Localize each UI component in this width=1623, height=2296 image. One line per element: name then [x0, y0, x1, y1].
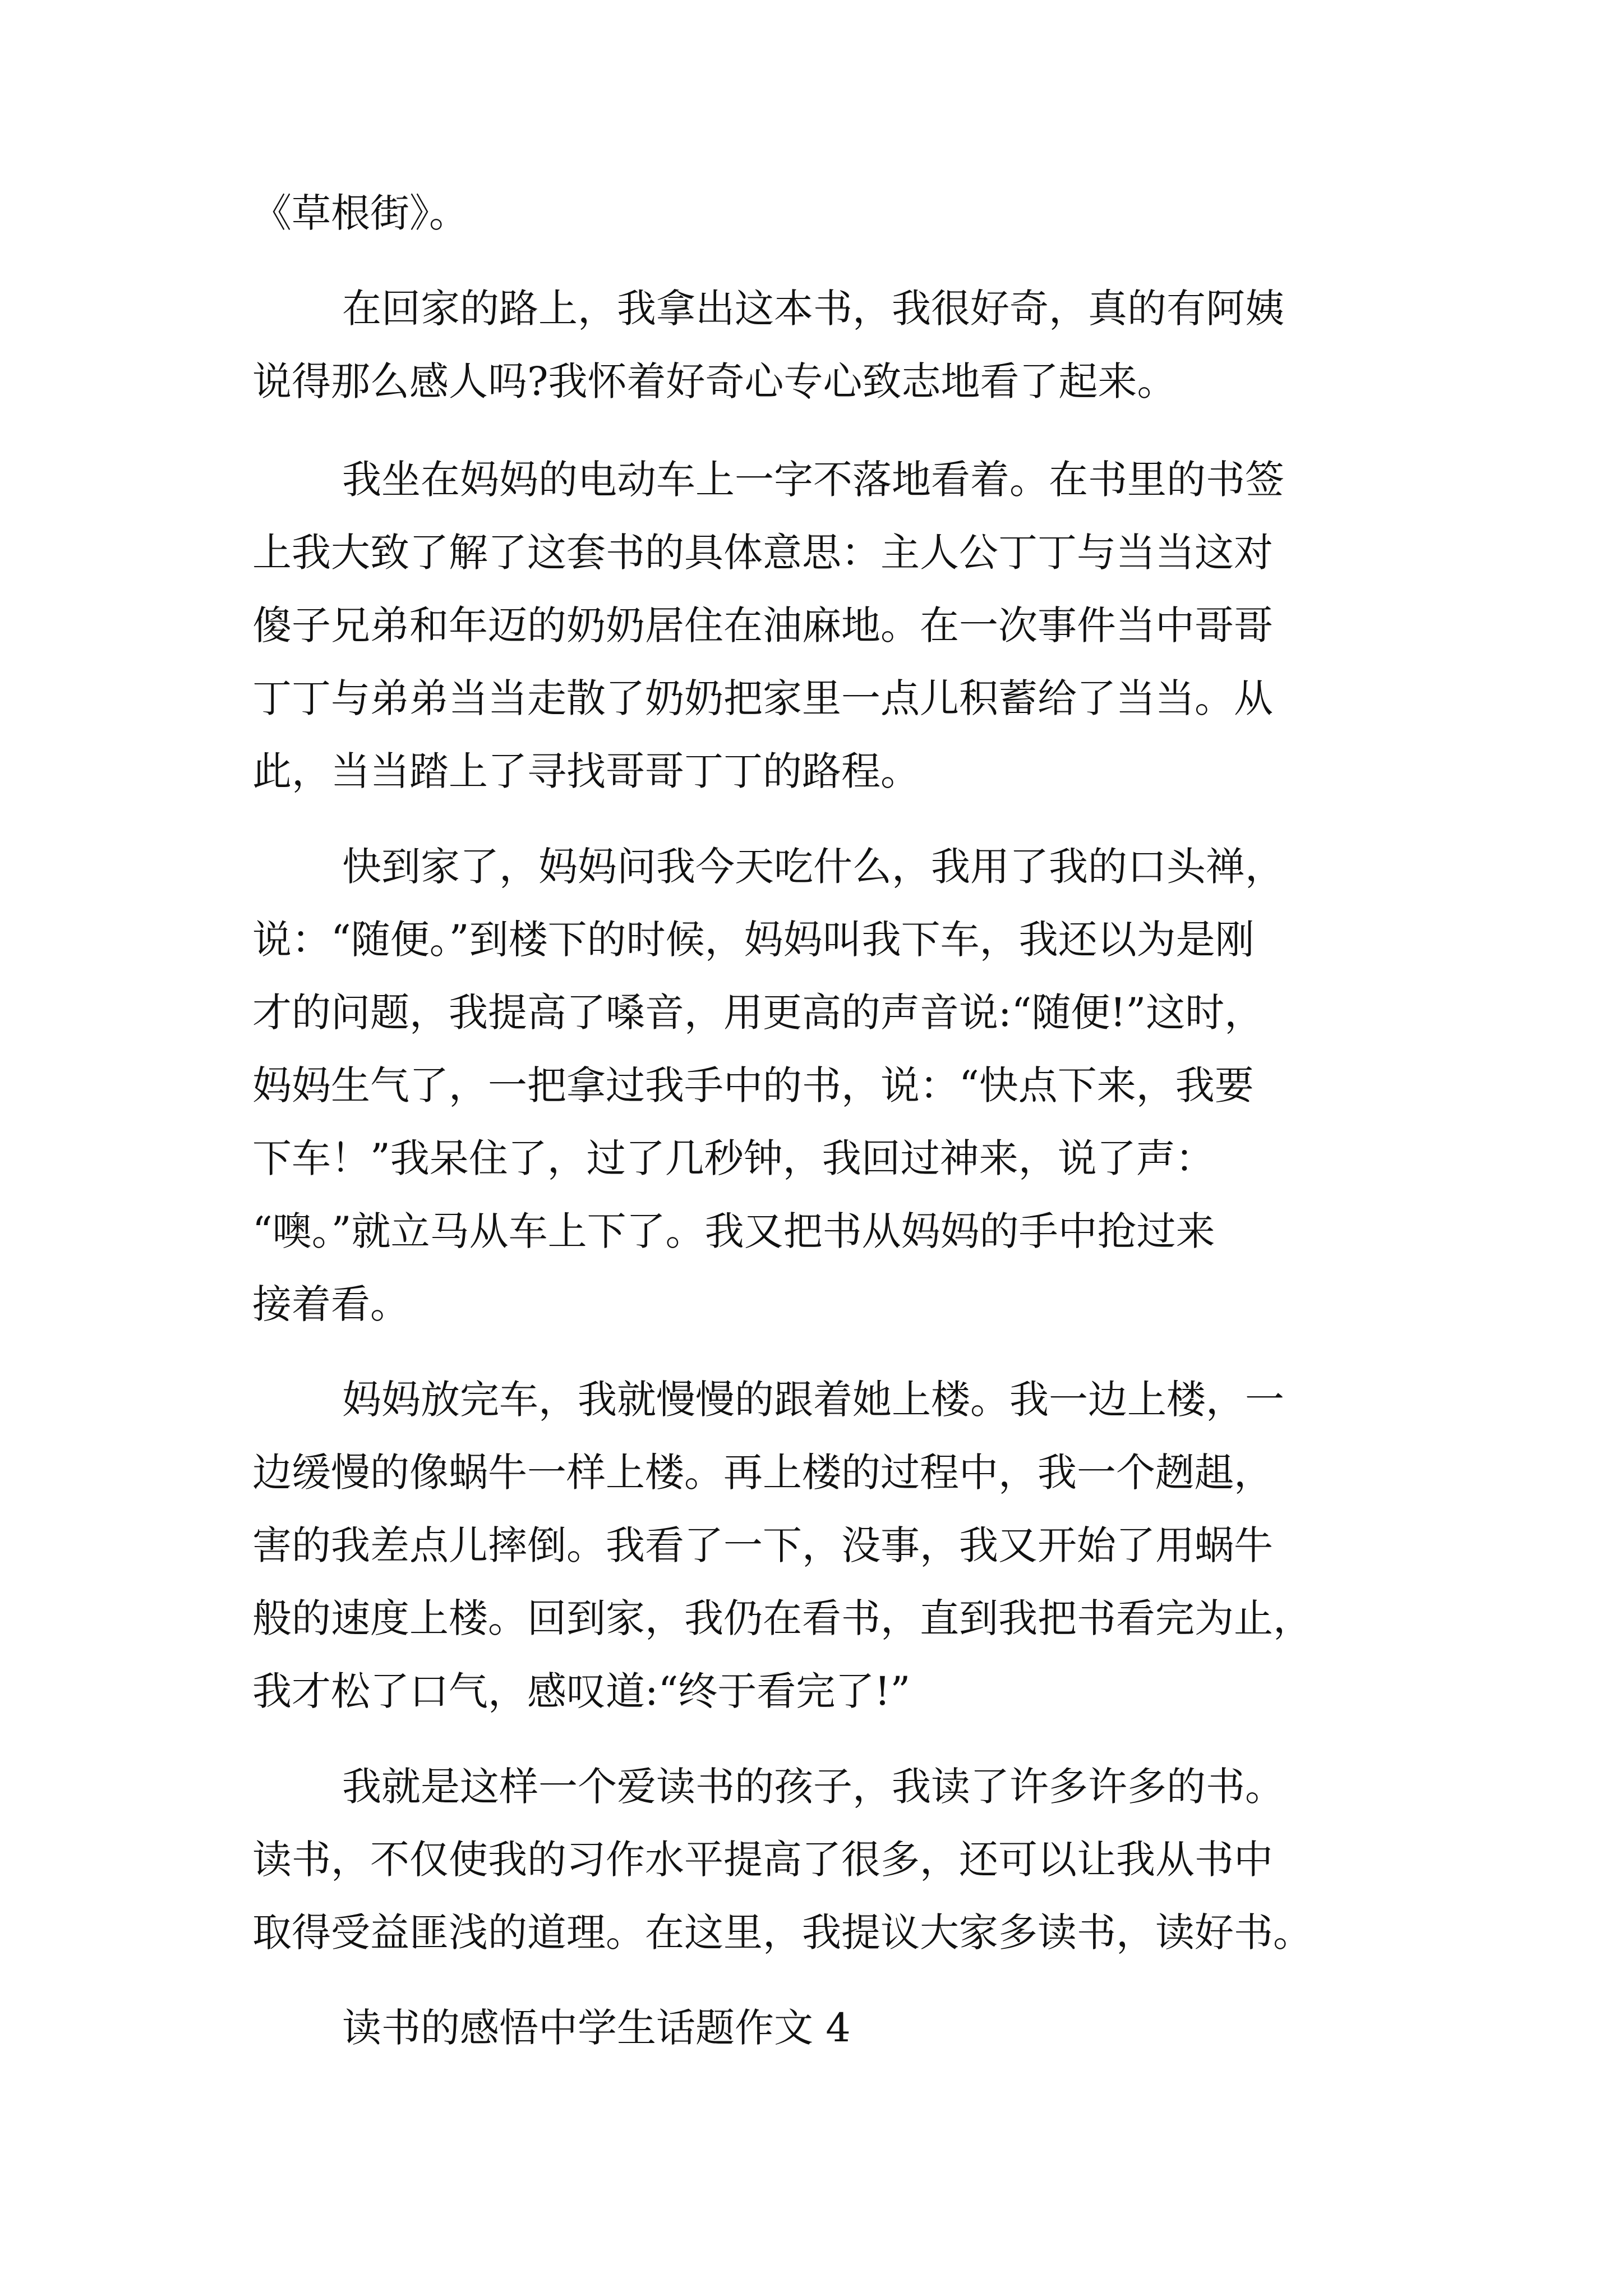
paragraph-line: 才的问题，我提高了嗓音，用更高的声音说:“随便!”这时，	[252, 990, 1264, 1036]
paragraph-line: 说得那么感人吗?我怀着好奇心专心致志地看了起来。	[252, 358, 1177, 404]
paragraph-line: 害的我差点儿摔倒。我看了一下，没事，我又开始了用蜗牛	[252, 1522, 1273, 1568]
paragraph-line: 妈妈生气了，一把拿过我手中的书，说：“快点下来，我要	[252, 1062, 1254, 1108]
paragraph-line: 妈妈放完车，我就慢慢的跟着她上楼。我一边上楼，一	[342, 1377, 1284, 1423]
text-line: 《草根街》。	[252, 190, 468, 236]
paragraph-line: 傻子兄弟和年迈的奶奶居住在油麻地。在一次事件当中哥哥	[252, 602, 1273, 648]
paragraph-line: 此，当当踏上了寻找哥哥丁丁的路程。	[252, 748, 920, 794]
paragraph-line: 我就是这样一个爱读书的孩子，我读了许多许多的书。	[342, 1764, 1284, 1810]
paragraph-line: 般的速度上楼。回到家，我仍在看书，直到我把书看完为止，	[252, 1595, 1312, 1641]
section-heading: 读书的感悟中学生话题作文 4	[342, 2005, 851, 2051]
paragraph-line: 丁丁与弟弟当当走散了奶奶把家里一点儿积蓄给了当当。从	[252, 675, 1273, 721]
paragraph-line: 读书，不仅使我的习作水平提高了很多，还可以让我从书中	[252, 1837, 1273, 1883]
paragraph-line: 快到家了，妈妈问我今天吃什么，我用了我的口头禅，	[342, 844, 1284, 890]
paragraph-line: 我才松了口气，感叹道:“终于看完了!”	[252, 1668, 911, 1714]
paragraph-line: “噢。”就立马从车上下了。我又把书从妈妈的手中抢过来	[252, 1208, 1215, 1254]
paragraph-line: 说：“随便。”到楼下的时候，妈妈叫我下车，我还以为是刚	[252, 917, 1255, 963]
paragraph-line: 接着看。	[252, 1281, 409, 1327]
paragraph-line: 下车！”我呆住了，过了几秒钟，我回过神来，说了声：	[252, 1135, 1215, 1181]
paragraph-line: 在回家的路上，我拿出这本书，我很好奇，真的有阿姨	[342, 286, 1284, 332]
paragraph-line: 边缓慢的像蜗牛一样上楼。再上楼的过程中，我一个趔趄，	[252, 1450, 1273, 1496]
paragraph-line: 上我大致了解了这套书的具体意思：主人公丁丁与当当这对	[252, 530, 1273, 576]
paragraph-line: 取得受益匪浅的道理。在这里，我提议大家多读书，读好书。	[252, 1910, 1312, 1955]
paragraph-line: 我坐在妈妈的电动车上一字不落地看着。在书里的书签	[342, 457, 1284, 503]
